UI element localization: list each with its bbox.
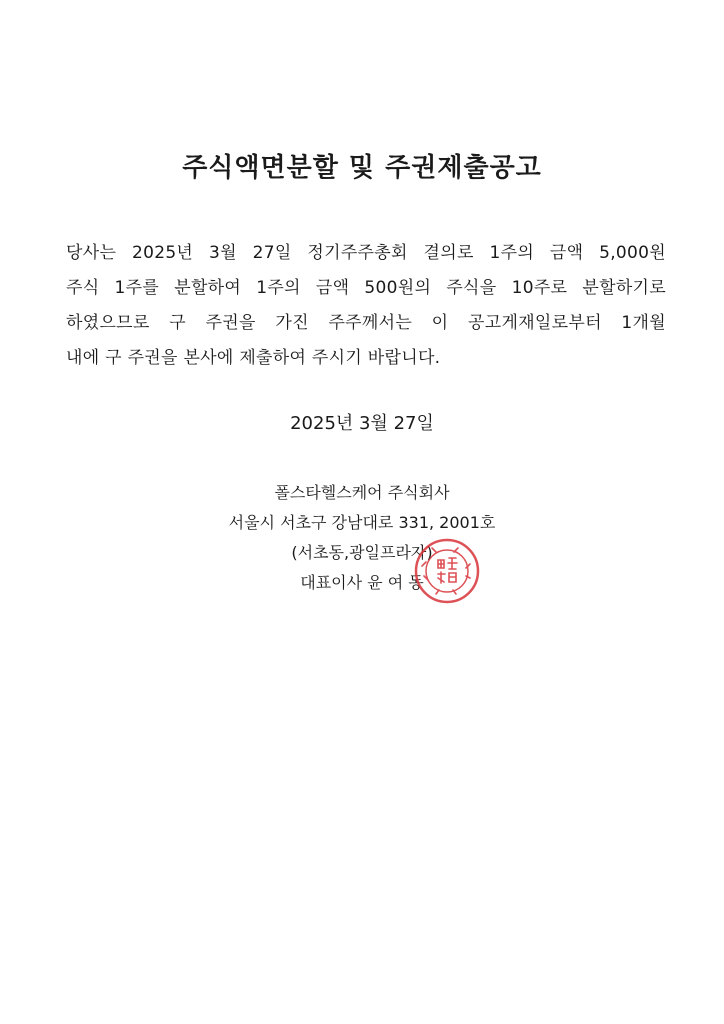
notice-date: 2025년 3월 27일 <box>290 413 434 434</box>
company-address-detail: (서초동,광일프라자) <box>291 543 433 562</box>
body-line-2: 주식 1주를 분할하여 1주의 금액 500원의 주식을 10주로 분할하기로 <box>66 278 666 298</box>
notice-body <box>66 236 666 376</box>
body-line-3: 하였으므로 구 주권을 가진 주주께서는 이 공고게재일로부터 1개월 <box>66 313 666 333</box>
company-info <box>0 478 724 598</box>
company-seal-icon <box>412 536 482 606</box>
body-line-1: 당사는 2025년 3월 27일 정기주주총회 결의로 1주의 금액 5,000원 <box>66 243 666 263</box>
company-address: 서울시 서초구 강남대로 331, 2001호 <box>228 513 496 532</box>
notice-title: 주식액면분할 및 주권제출공고 <box>182 153 542 183</box>
company-representative: 대표이사 윤 여 동 <box>300 573 424 592</box>
company-name: 폴스타헬스케어 주식회사 <box>274 483 450 502</box>
body-line-4: 내에 구 주권을 본사에 제출하여 주시기 바랍니다. <box>66 348 441 368</box>
